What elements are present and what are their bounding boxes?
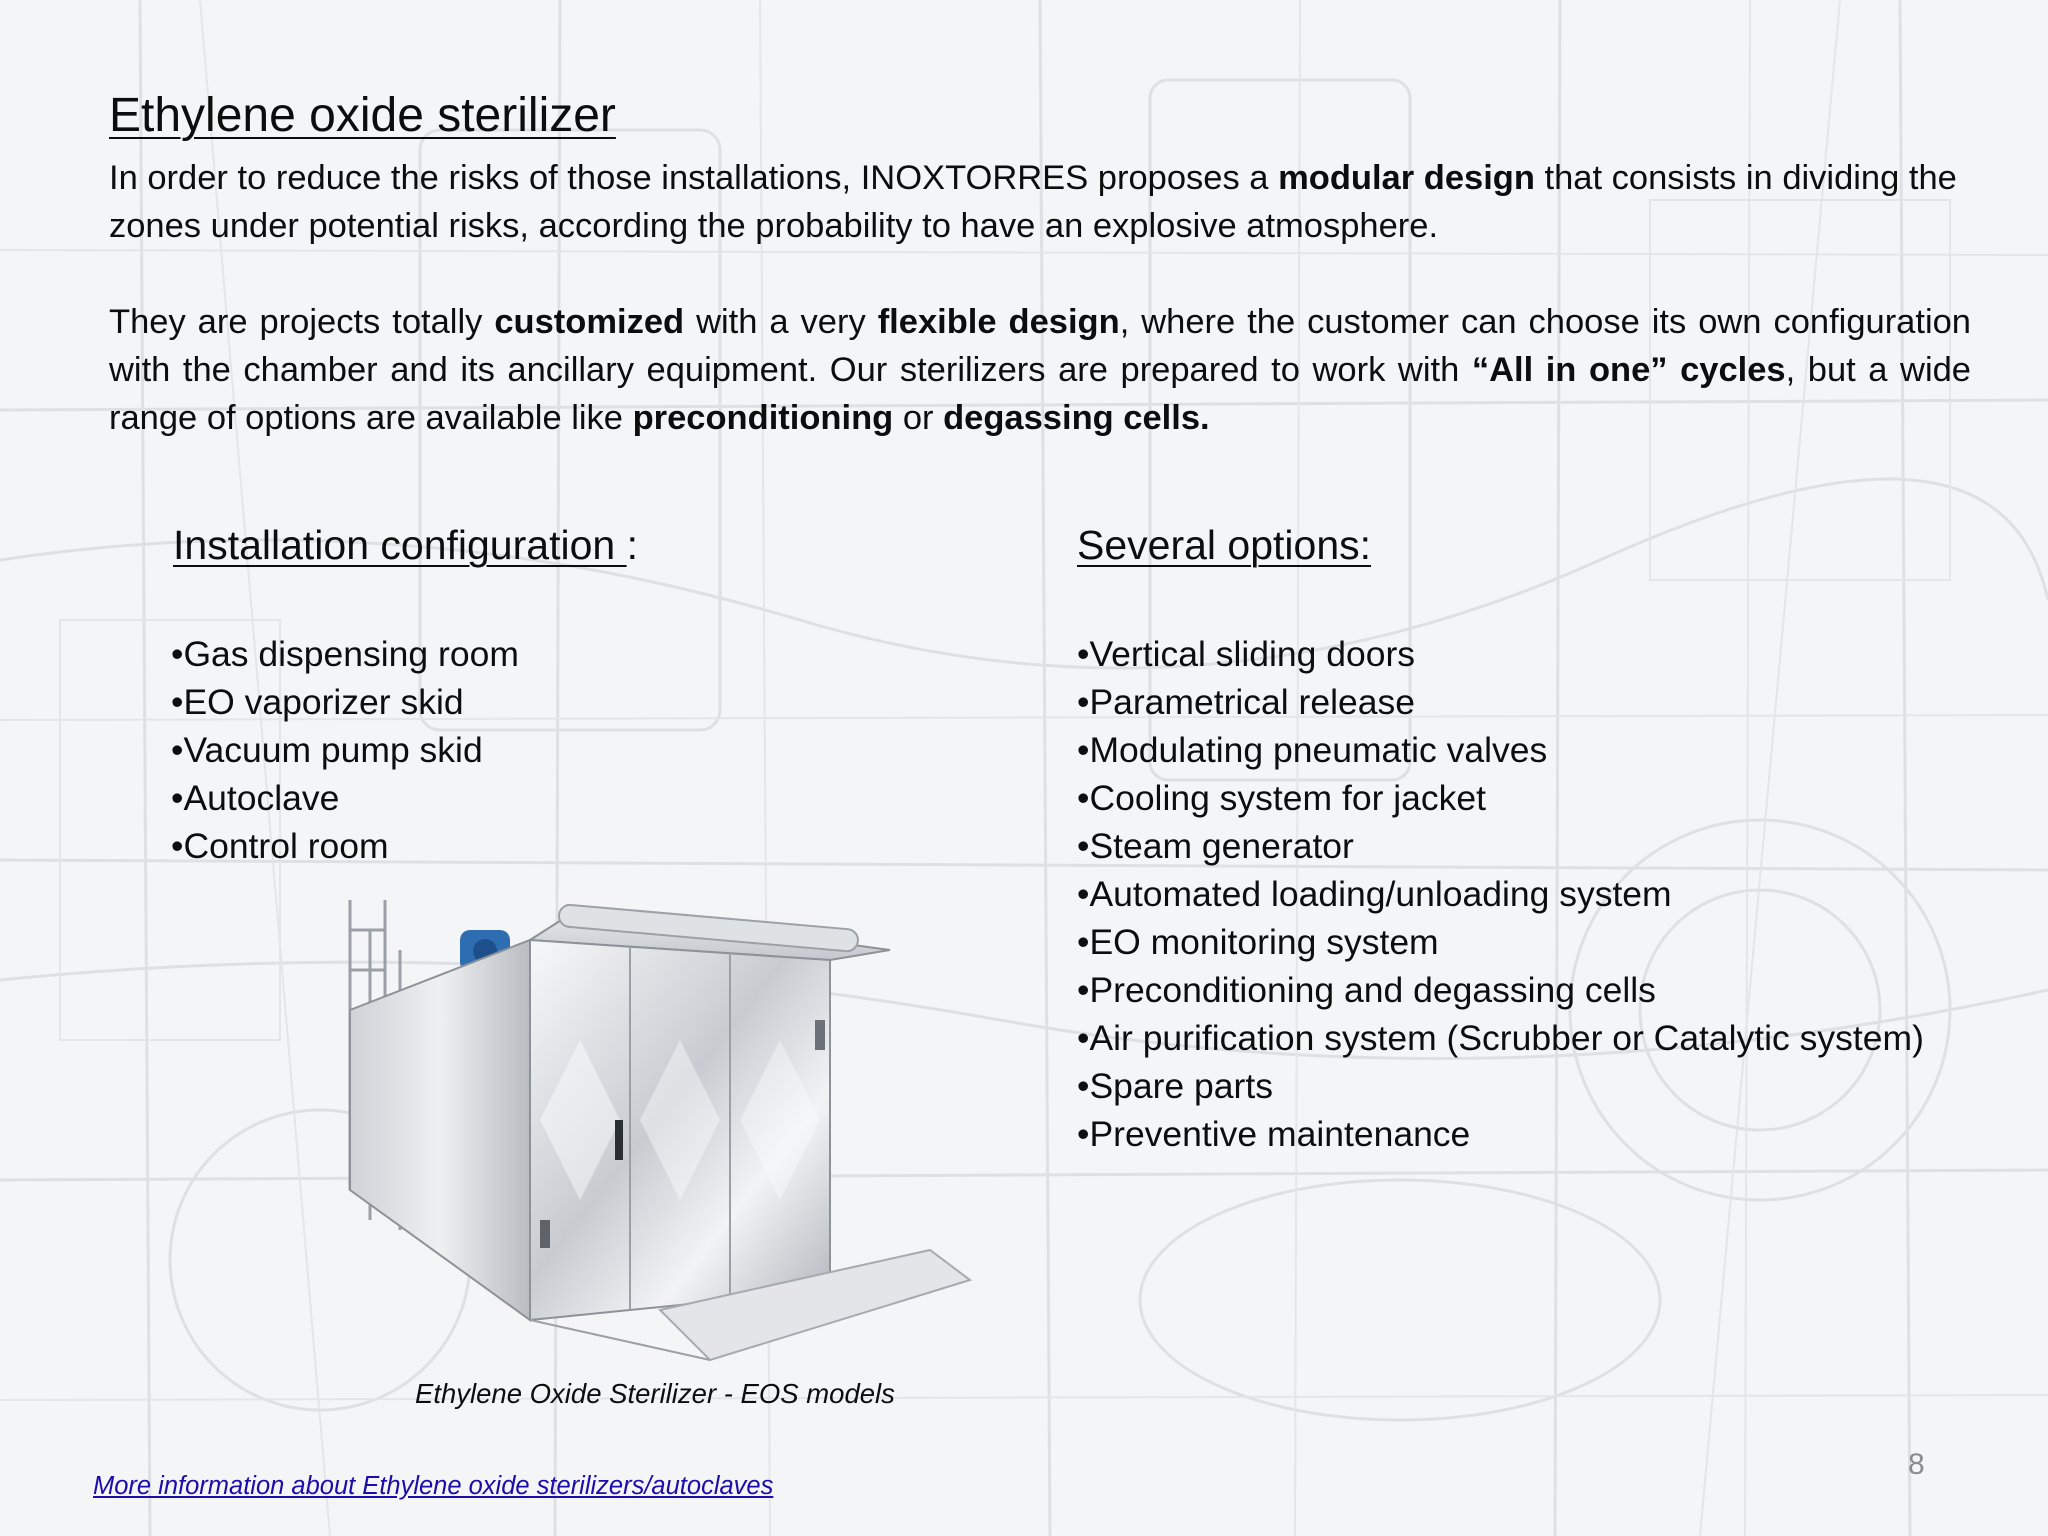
list-item: • EO vaporizer skid (171, 678, 519, 726)
intro-text-2: that consists in dividing the zones under potential risks, according the probability to have an explosive atmosphere. (109, 159, 1957, 245)
list-item: • Vertical sliding doors (1077, 630, 1924, 678)
page-title: Ethylene oxide sterilizer (109, 89, 616, 142)
list-item: • Cooling system for jacket (1077, 774, 1924, 822)
list-item: • Modulating pneumatic valves (1077, 726, 1924, 774)
list-item: • Steam generator (1077, 822, 1924, 870)
projects-paragraph (109, 298, 1971, 442)
options-heading (1077, 522, 1371, 569)
image-caption: Ethylene Oxide Sterilizer - EOS models (415, 1378, 895, 1409)
projects-text-2: with a very (684, 303, 878, 341)
projects-bold-all-in-one: “All in one” cycles (1471, 351, 1786, 389)
list-item: • Gas dispensing room (171, 630, 519, 678)
projects-bold-degassing-cells: degassing cells. (943, 399, 1210, 437)
installation-heading (173, 522, 638, 569)
list-item: • EO monitoring system (1077, 918, 1924, 966)
installation-heading-text: Installation configuration (173, 522, 627, 568)
list-item: • Spare parts (1077, 1062, 1924, 1110)
projects-text-1: They are projects totally (109, 303, 495, 341)
installation-heading-colon: : (626, 522, 638, 568)
projects-text-5: or (893, 399, 944, 437)
projects-bold-flexible-design: flexible design (877, 303, 1120, 341)
projects-text-4: , but a wide range of options are available like (109, 351, 1971, 437)
sterilizer-image (330, 890, 1010, 1370)
list-item: • Preventive maintenance (1077, 1110, 1924, 1158)
list-item: • Control room (171, 822, 519, 870)
projects-text-3: , where the customer can choose its own configuration with the chamber and its ancillary equipment. Our sterilizers are prepared to work with (109, 303, 1971, 389)
list-item: • Air purification system (Scrubber or Catalytic system) (1077, 1014, 1924, 1062)
projects-bold-customized: customized (494, 303, 685, 341)
more-info-link[interactable]: More information about Ethylene oxide sterilizers/autoclaves (93, 1472, 774, 1500)
page-number: 8 (1908, 1448, 1925, 1481)
list-item: • Autoclave (171, 774, 519, 822)
list-item: • Preconditioning and degassing cells (1077, 966, 1924, 1014)
intro-text-1: In order to reduce the risks of those installations, INOXTORRES proposes a (109, 159, 1279, 197)
list-item: • Automated loading/unloading system (1077, 870, 1924, 918)
options-heading-text: Several options: (1077, 522, 1372, 568)
intro-bold-modular-design: modular design (1278, 159, 1535, 197)
list-item: • Parametrical release (1077, 678, 1924, 726)
list-item: • Vacuum pump skid (171, 726, 519, 774)
installation-list (171, 630, 519, 870)
options-list (1077, 630, 1924, 1158)
intro-paragraph (109, 154, 1971, 250)
projects-bold-preconditioning: preconditioning (632, 399, 894, 437)
